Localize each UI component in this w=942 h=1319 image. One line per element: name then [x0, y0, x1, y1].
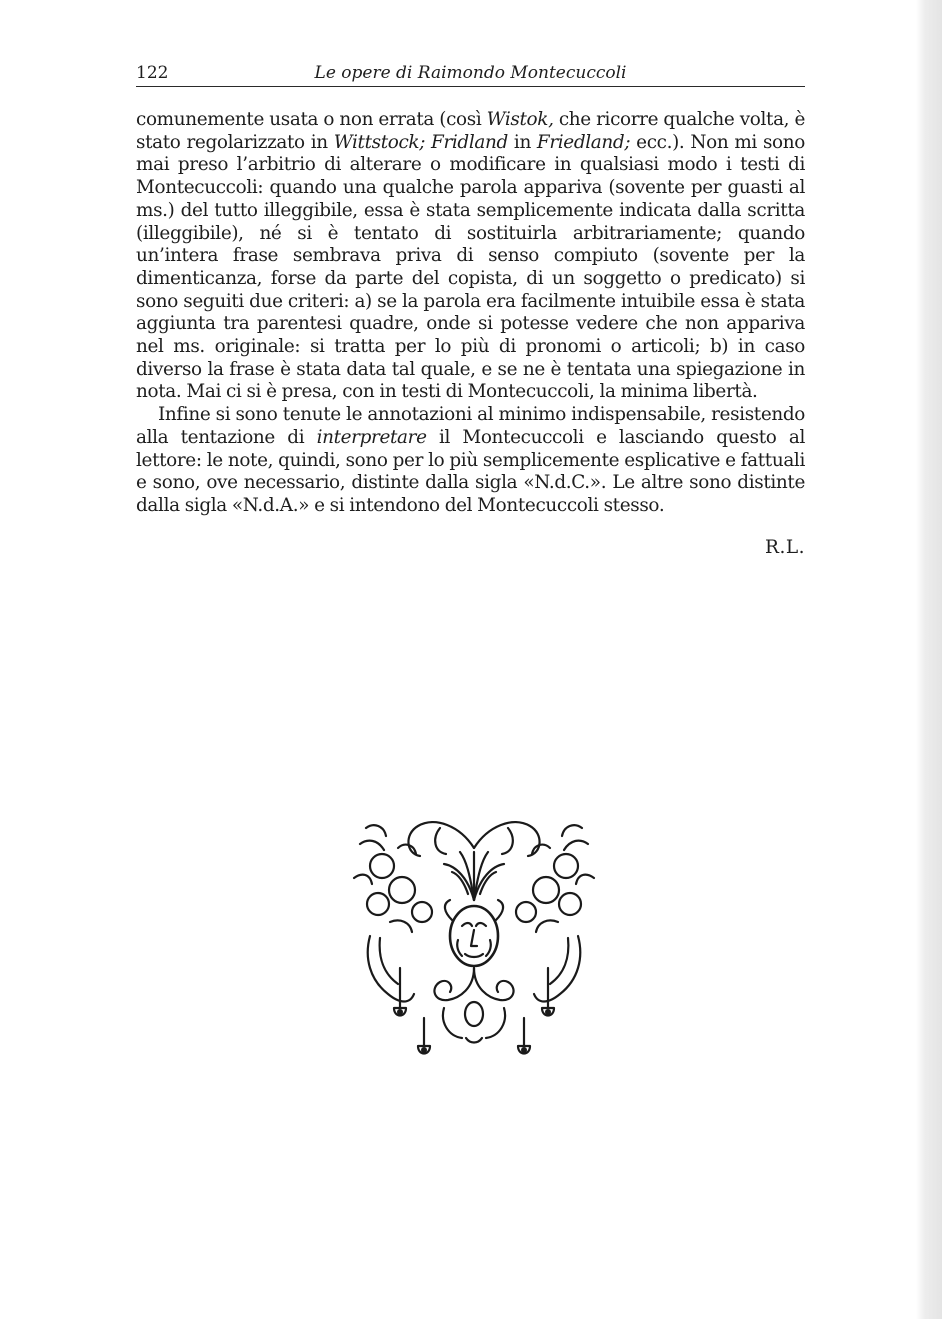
paragraph-2	[136, 404, 805, 518]
page-number: 122	[136, 63, 169, 83]
paragraph-1-italic-2: Wittstock; Fridland	[333, 131, 508, 153]
paragraph-1-text-1: comunemente usata o non errata (così	[136, 109, 487, 130]
paragraph-2-text-1: Infine si sono tenute le annotazioni al minimo indispensabile, resistendo alla tentazione di	[136, 404, 805, 448]
signature: R.L.	[765, 537, 805, 558]
paragraph-2-text-2: il Montecuccoli e lasciando questo al lettore: le note, quindi, sono per lo più semplicemente esplicative e fattuali e sono, ove necessario, distinte dalla sigla «N.d.C.». Le altre sono distinte dalla sigla «N.d.A.» e si intendono del Montecuccoli stesso.	[136, 426, 805, 516]
baroque-mask-ornament-icon	[340, 808, 608, 1058]
paragraph-1-italic-1: Wistok,	[486, 109, 554, 130]
page-edge-shadow	[916, 0, 942, 1319]
running-head	[136, 60, 805, 87]
paragraph-1-text-4: ecc.). Non mi sono mai preso l’arbitrio di alterare o modificare in qualsiasi modo i testi di Montecuccoli: quando una qualche parola appariva (sovente per guasti al ms.) del tutto illeggibile, essa è stata semplicemente indicata dalla scritta (illeggibile), né si è tentato di sostituirla arbitrariamente; quando un’intera frase sembrava priva di senso compiuto (sovente per la dimenticanza, forse da parte del copista, di un soggetto o predicato) si sono seguiti due criteri: a) se la parola era facilmente intuibile essa è stata aggiunta tra parentesi quadre, onde si potesse vedere che non appariva nel ms. originale: si tratta per lo più di pronomi o articoli; b) in caso diverso la frase è stata data tal quale, e se ne è tentata una spiegazione in nota. Mai ci si è presa, con in testi di Montecuccoli, la minima libertà.	[136, 131, 805, 403]
paragraph-1-text-2: che ricorre qualche volta, è stato regolarizzato in	[136, 109, 805, 153]
body-text	[136, 109, 805, 518]
running-title: Le opere di Raimondo Montecuccoli	[314, 63, 627, 83]
paragraph-1-text-3: in	[507, 131, 537, 153]
paragraph-1	[136, 109, 805, 404]
paragraph-2-italic-1: interpretare	[316, 426, 427, 448]
paragraph-1-italic-3: Friedland;	[536, 131, 631, 153]
